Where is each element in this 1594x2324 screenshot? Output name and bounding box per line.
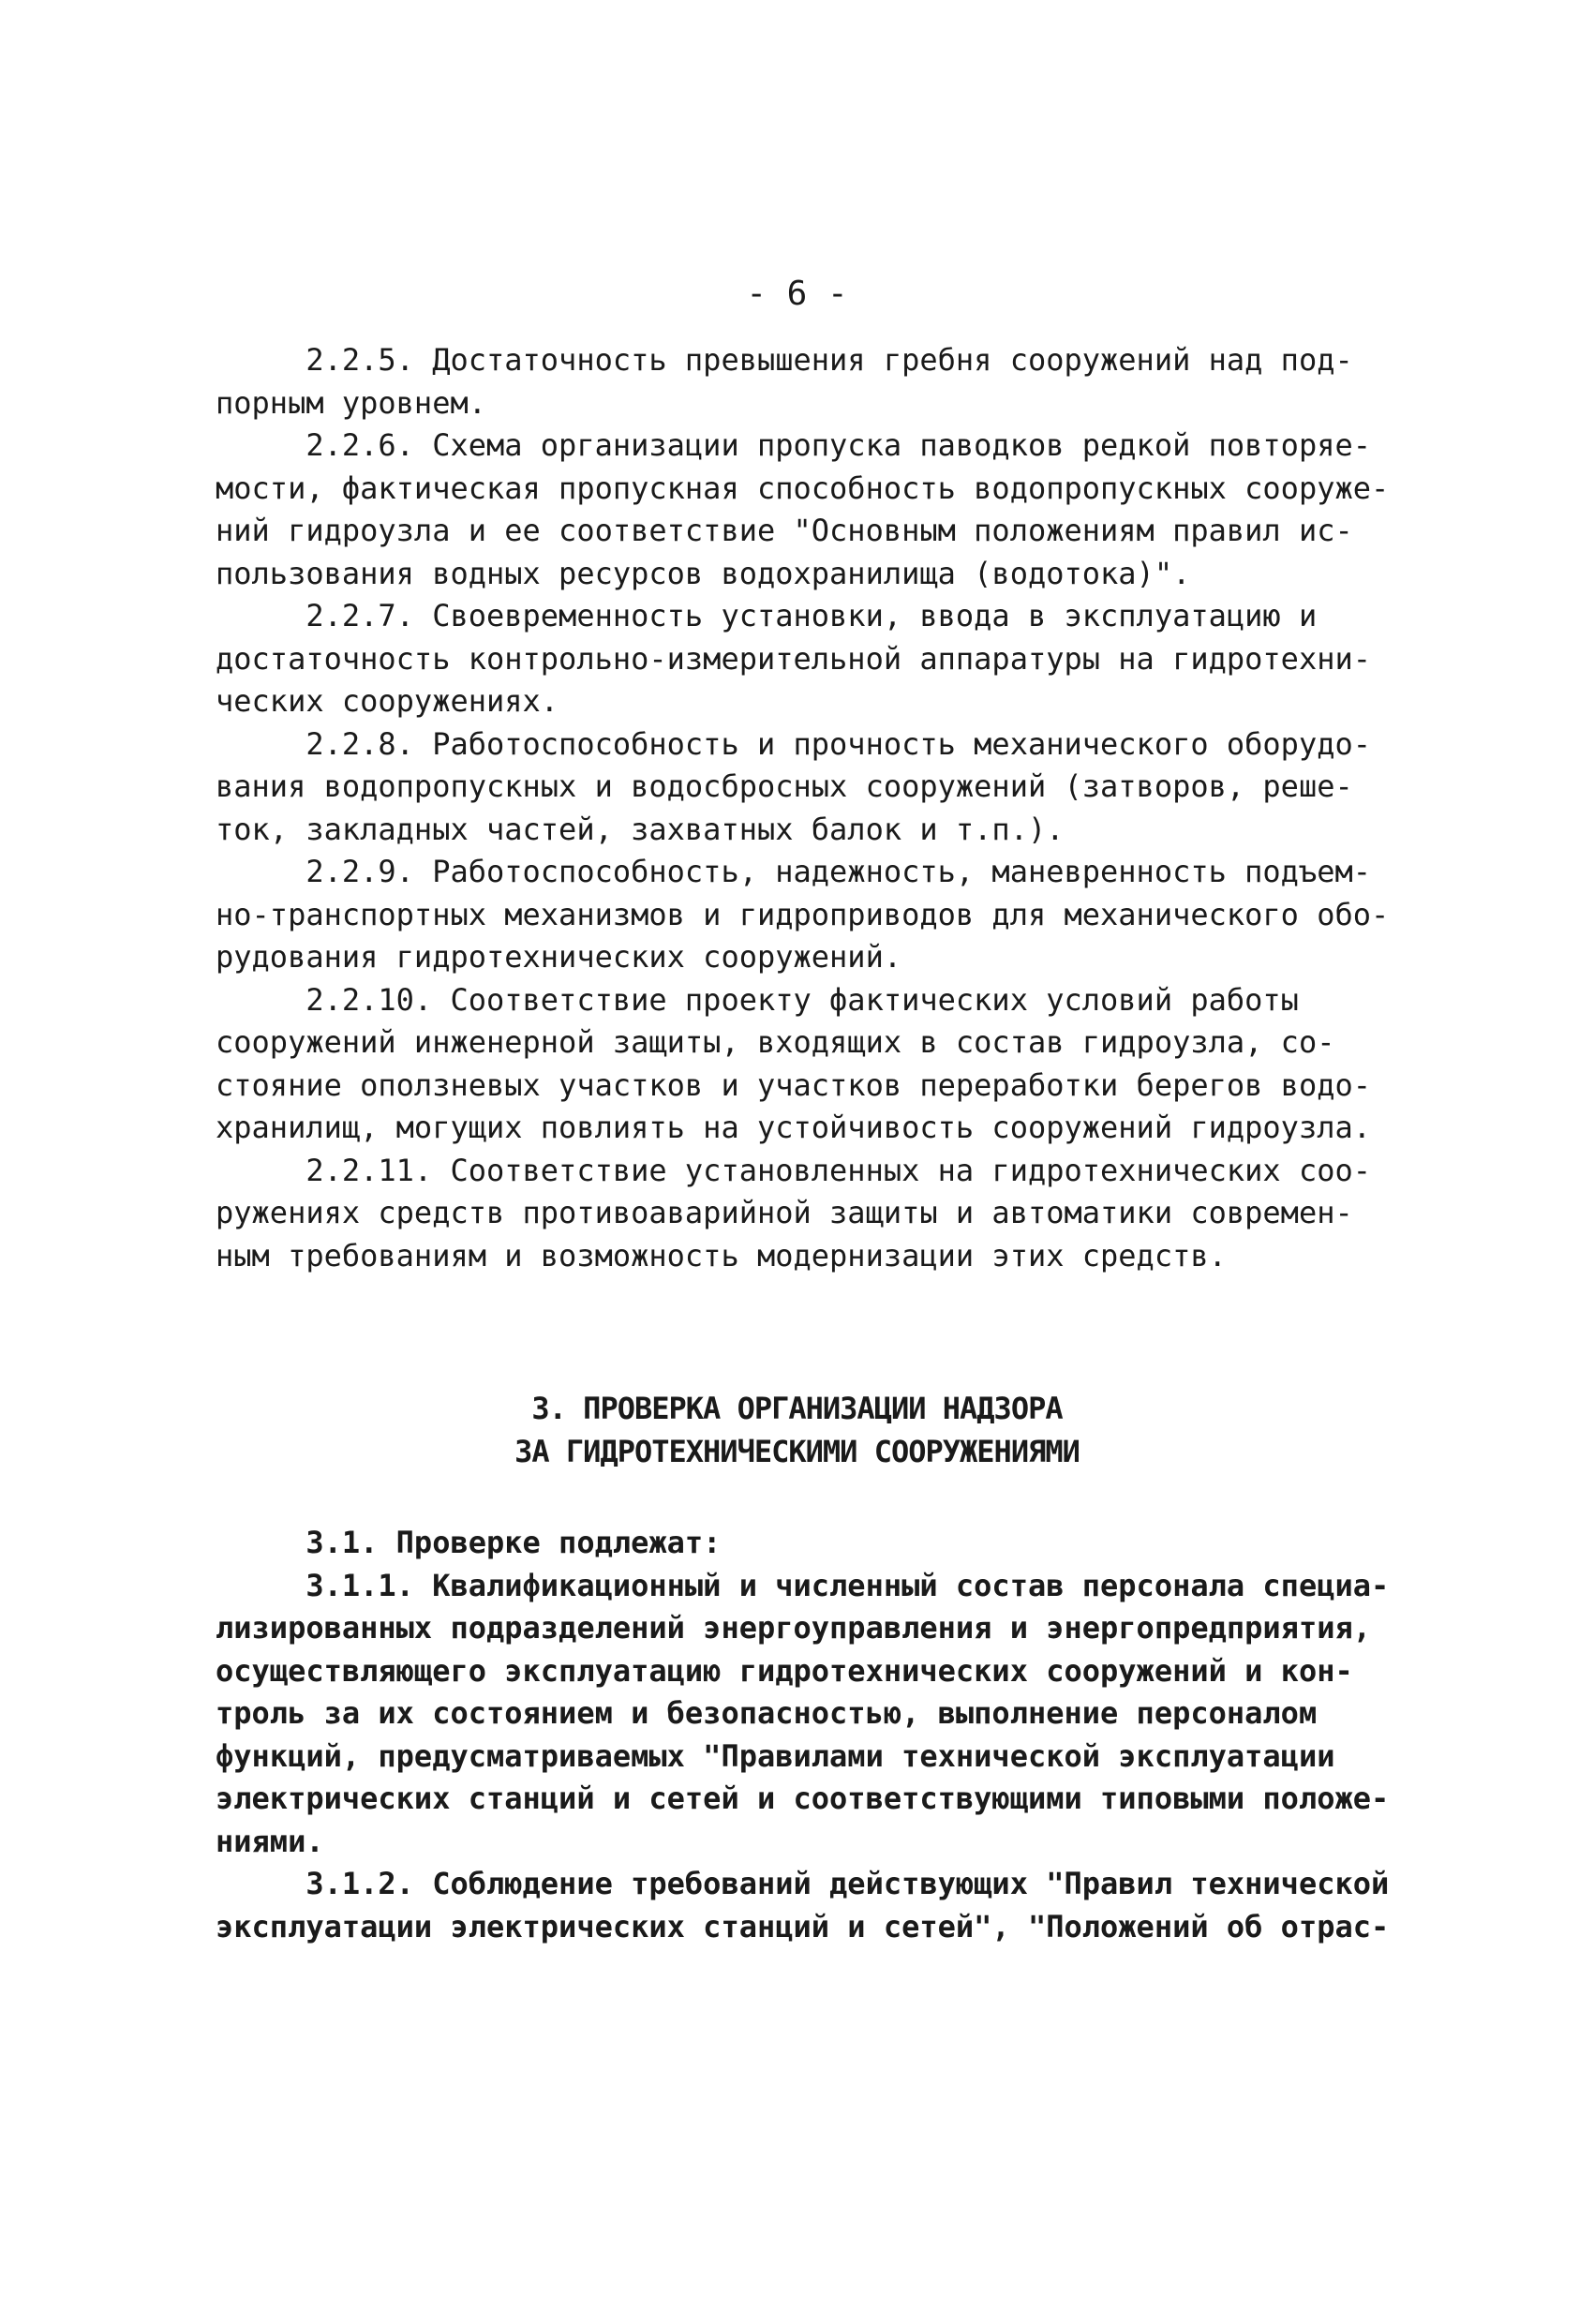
text-line: 2.2.8. Работоспособность и прочность механического оборудо-	[216, 725, 1371, 762]
text-line: пользования водных ресурсов водохранилища (водотока)".	[216, 555, 1191, 591]
text-line: сооружений инженерной защиты, входящих в состав гидроузла, со-	[216, 1024, 1335, 1060]
text-line: 3.1. Проверке подлежат:	[216, 1525, 722, 1560]
text-line: 2.2.9. Работоспособность, надежность, маневренность подъем-	[216, 854, 1371, 889]
text-line: 2.2.6. Схема организации пропуска паводков редкой повторяе-	[216, 427, 1371, 463]
text-line: ток, закладных частей, захватных балок и т.п.).	[216, 811, 1065, 847]
section-heading-line-2: ЗА ГИДРОТЕХНИЧЕСКИМИ СООРУЖЕНИЯМИ	[514, 1434, 1080, 1469]
text-line: ний гидроузла и ее соответствие "Основным положениям правил ис-	[216, 513, 1353, 548]
text-line: но-транспортных механизмов и гидроприводов для механического обо-	[216, 896, 1390, 932]
text-line: 2.2.7. Своевременность установки, ввода в эксплуатацию и	[216, 598, 1318, 633]
text-line: ческих сооружениях.	[216, 683, 559, 719]
text-line: порным уровнем.	[216, 384, 486, 421]
text-line: стояние оползневых участков и участков переработки берегов водо-	[216, 1066, 1371, 1103]
section-heading-line-1: 3. ПРОВЕРКА ОРГАНИЗАЦИИ НАДЗОРА	[531, 1391, 1063, 1426]
text-line: ным требованиям и возможность модернизации этих средств.	[216, 1237, 1227, 1274]
text-line: мости, фактическая пропускная способность водопропускных сооруже-	[216, 469, 1390, 506]
text-line: 2.2.5. Достаточность превышения гребня сооружений над под-	[216, 342, 1353, 378]
text-line: достаточность контрольно-измерительной аппаратуры на гидротехни-	[216, 640, 1371, 677]
text-line: ружениях средств противоаварийной защиты и автоматики современ-	[216, 1195, 1353, 1230]
text-line: ниями.	[216, 1823, 324, 1859]
text-line: электрических станций и сетей и соответствующими типовыми положе-	[216, 1780, 1390, 1816]
text-line: вания водопропускных и водосбросных сооружений (затворов, реше-	[216, 768, 1353, 804]
text-line: 2.2.10. Соответствие проекту фактических условий работы	[216, 981, 1299, 1018]
section-2-2-text	[216, 339, 1390, 1277]
text-line: осуществляющего эксплуатацию гидротехнических сооружений и кон-	[216, 1652, 1353, 1689]
text-line: 3.1.2. Соблюдение требований действующих "Правил технической	[216, 1866, 1390, 1901]
text-line: троль за их состоянием и безопасностью, выполнение персоналом	[216, 1695, 1318, 1731]
text-line: 3.1.1. Квалификационный и численный состав персонала специа-	[216, 1567, 1390, 1603]
text-line: лизированных подразделений энергоуправления и энергопредприятия,	[216, 1610, 1371, 1646]
text-line: функций, предусматриваемых "Правилами технической эксплуатации	[216, 1737, 1335, 1774]
text-line: хранилищ, могущих повлиять на устойчивость сооружений гидроузла.	[216, 1110, 1371, 1145]
text-line: эксплуатации электрических станций и сетей", "Положений об отрас-	[216, 1908, 1390, 1944]
page-number: - 6 -	[746, 275, 848, 313]
text-line: рудования гидротехнических сооружений.	[216, 939, 902, 975]
section-3-text	[216, 1522, 1396, 1948]
text-line: 2.2.11. Соответствие установленных на гидротехнических соо-	[216, 1152, 1371, 1188]
